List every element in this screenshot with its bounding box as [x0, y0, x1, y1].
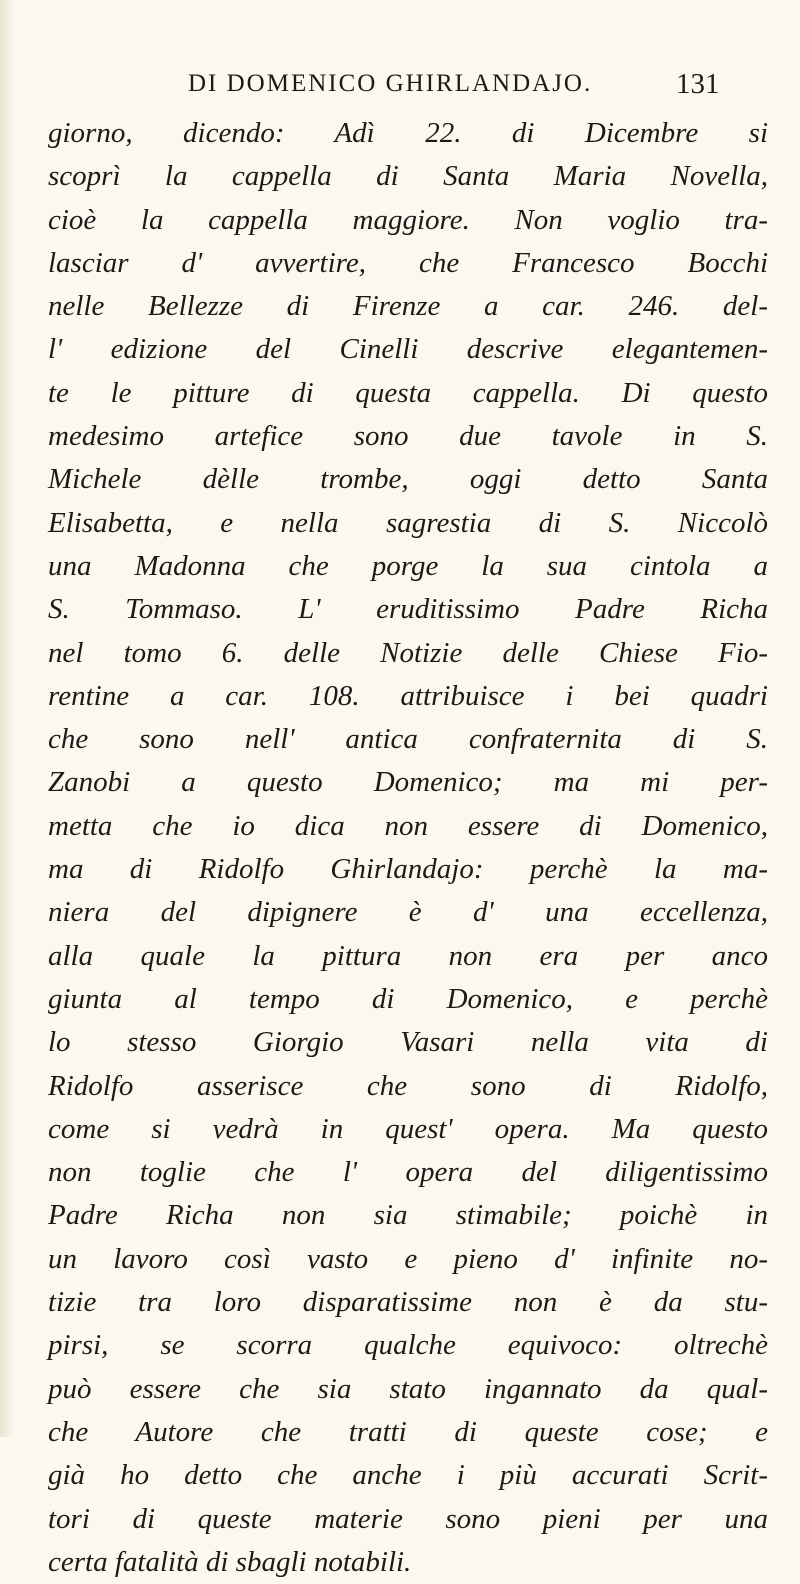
text-line: cioè la cappella maggiore. Non voglio tra-	[48, 203, 768, 236]
text-line: giunta al tempo di Domenico, e perchè	[48, 982, 768, 1015]
text-line: già ho detto che anche i più accurati Scrit-	[48, 1459, 768, 1492]
text-line: una Madonna che porge la sua cintola a	[48, 549, 768, 582]
text-line: tizie tra loro disparatissime non è da stu-	[48, 1286, 768, 1319]
text-line: medesimo artefice sono due tavole in S.	[48, 420, 768, 453]
text-line: l' edizione del Cinelli descrive elegantemen-	[48, 333, 768, 366]
text-line: Michele dèlle trombe, oggi detto Santa	[48, 463, 768, 496]
page-header	[0, 70, 800, 110]
body-text	[48, 112, 768, 1584]
text-line: tori di queste materie sono pieni per una	[48, 1502, 768, 1535]
text-line: come si vedrà in quest' opera. Ma questo	[48, 1112, 768, 1145]
text-line: un lavoro così vasto e pieno d' infinite no-	[48, 1242, 768, 1275]
text-line: nelle Bellezze di Firenze a car. 246. del-	[48, 290, 768, 323]
text-line: pirsi, se scorra qualche equivoco: oltrechè	[48, 1329, 768, 1362]
text-line: rentine a car. 108. attribuisce i bei quadri	[48, 679, 768, 712]
text-line: ma di Ridolfo Ghirlandajo: perchè la ma-	[48, 853, 768, 886]
text-line: Padre Richa non sia stimabile; poichè in	[48, 1199, 768, 1232]
text-line: lo stesso Giorgio Vasari nella vita di	[48, 1026, 768, 1059]
text-line: Ridolfo asserisce che sono di Ridolfo,	[48, 1069, 768, 1102]
text-line: S. Tommaso. L' eruditissimo Padre Richa	[48, 593, 768, 626]
text-line: Elisabetta, e nella sagrestia di S. Niccolò	[48, 506, 768, 539]
text-line: te le pitture di questa cappella. Di questo	[48, 376, 768, 409]
text-line: metta che io dica non essere di Domenico,	[48, 809, 768, 842]
text-line: che Autore che tratti di queste cose; e	[48, 1415, 768, 1448]
running-head: DI DOMENICO GHIRLANDAJO.	[188, 70, 593, 97]
text-line: che sono nell' antica confraternita di S.	[48, 723, 768, 756]
text-line: non toglie che l' opera del diligentissimo	[48, 1156, 768, 1189]
text-line: Zanobi a questo Domenico; ma mi per-	[48, 766, 768, 799]
page-number: 131	[676, 68, 720, 100]
text-line: niera del dipignere è d' una eccellenza,	[48, 896, 768, 929]
text-line: nel tomo 6. delle Notizie delle Chiese Fio-	[48, 636, 768, 669]
text-line: scoprì la cappella di Santa Maria Novella,	[48, 160, 768, 193]
text-line: lasciar d' avvertire, che Francesco Bocchi	[48, 246, 768, 279]
text-line: certa fatalità di sbagli notabili.	[48, 1545, 412, 1578]
text-line: giorno, dicendo: Adì 22. di Dicembre si	[48, 117, 768, 149]
text-line: alla quale la pittura non era per anco	[48, 939, 768, 972]
text-line: può essere che sia stato ingannato da qual-	[48, 1372, 768, 1405]
page-gutter-shadow	[0, 0, 14, 1437]
